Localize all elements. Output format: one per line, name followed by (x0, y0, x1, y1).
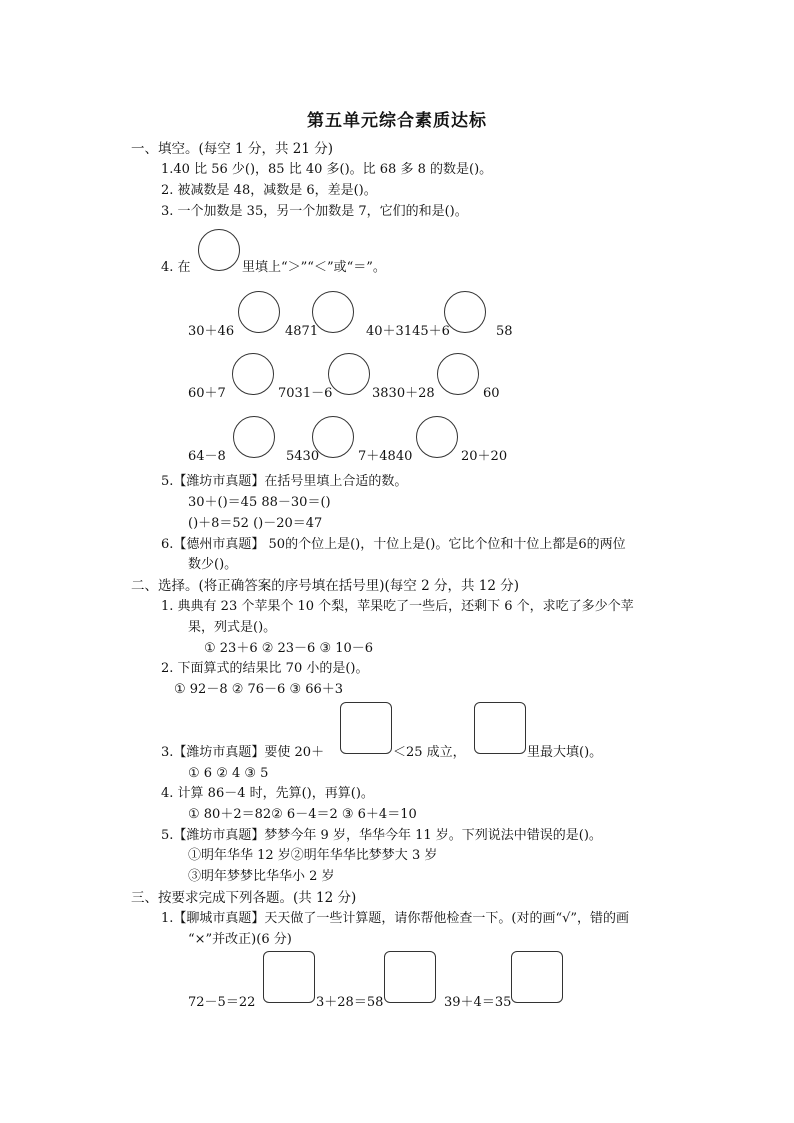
s1-question-3: 3. 一个加数是 35，另一个加数是 7，它们的和是()。 (161, 204, 468, 219)
s2-question-3-prefix: 3.【潍坊市真题】要使 20＋ (161, 745, 325, 760)
s2-question-3-suffix: 里最大填()。 (527, 745, 603, 760)
s1-question-5: 5.【潍坊市真题】在括号里填上合适的数。 (161, 474, 408, 489)
answer-box[interactable] (474, 702, 526, 754)
compare-expr: 7＋4840 (358, 449, 413, 464)
answer-circle[interactable] (312, 291, 354, 333)
s2-question-1-options: ① 23＋6 ② 23－6 ③ 10－6 (204, 641, 374, 656)
s1-question-5-line-a: 30＋()＝45 88－30＝() (188, 495, 331, 510)
answer-box[interactable] (263, 951, 315, 1003)
compare-expr: 30＋46 (188, 324, 235, 339)
section-2-header: 二、选择。(将正确答案的序号填在括号里)(每空 2 分，共 12 分) (131, 578, 519, 594)
s1-question-6-line-a: 6.【德州市真题】 50的个位上是()，十位上是()。它比个位和十位上都是6的两位 (161, 537, 626, 552)
answer-circle[interactable] (444, 291, 486, 333)
answer-circle[interactable] (328, 353, 370, 395)
answer-circle[interactable] (437, 353, 479, 395)
compare-expr: 58 (496, 324, 513, 339)
compare-expr: 3830＋28 (372, 386, 435, 401)
answer-circle[interactable] (233, 416, 275, 458)
s1-question-4-suffix: 里填上“＞”“＜”或“＝”。 (242, 260, 386, 275)
section-1-header: 一、填空。(每空 1 分，共 21 分) (131, 141, 333, 157)
s2-question-3-middle: ＜25 成立， (393, 745, 466, 760)
check-expression: 72－5＝22 (188, 995, 256, 1010)
answer-box[interactable] (511, 951, 563, 1003)
answer-box[interactable] (340, 702, 392, 754)
check-expression: 39＋4＝35 (444, 995, 512, 1010)
compare-expr: 64－8 (188, 449, 226, 464)
page-title: 第五单元综合素质达标 (307, 111, 487, 131)
s2-question-4: 4. 计算 86－4 时，先算()，再算()。 (161, 786, 374, 801)
s1-question-2: 2. 被减数是 48，减数是 6，差是()。 (161, 183, 377, 198)
section-3-header: 三、按要求完成下列各题。(共 12 分) (131, 890, 357, 906)
answer-circle-example[interactable] (198, 229, 240, 271)
s2-question-3-options: ① 6 ② 4 ③ 5 (188, 766, 269, 781)
s2-question-5: 5.【潍坊市真题】梦梦今年 9 岁，华华今年 11 岁。下列说法中错误的是()。 (161, 828, 602, 843)
s3-question-1-line-b: “×”并改正)(6 分) (188, 932, 292, 947)
s2-question-1-line-b: 果，列式是()。 (188, 620, 277, 635)
s1-question-6-line-b: 数少()。 (188, 557, 238, 572)
compare-expr: 60 (483, 386, 500, 401)
s2-question-2: 2. 下面算式的结果比 70 小的是()。 (161, 661, 369, 676)
compare-expr: 7031－6 (278, 386, 333, 401)
compare-expr: 40＋3145＋6 (366, 324, 450, 339)
s1-question-5-line-b: ()＋8＝52 ()－20＝47 (188, 516, 323, 531)
answer-circle[interactable] (312, 416, 354, 458)
s2-question-2-options: ① 92－8 ② 76－6 ③ 66＋3 (174, 682, 344, 697)
answer-circle[interactable] (238, 291, 280, 333)
answer-circle[interactable] (416, 416, 458, 458)
compare-expr: 60＋7 (188, 386, 226, 401)
s2-question-4-options: ① 80＋2＝82② 6－4＝2 ③ 6＋4＝10 (188, 807, 417, 822)
s1-question-4-prefix: 4. 在 (161, 260, 191, 275)
s2-question-5-options-a: ①明年华华 12 岁②明年华华比梦梦大 3 岁 (188, 848, 438, 863)
s2-question-1-line-a: 1. 典典有 23 个苹果个 10 个梨，苹果吃了一些后，还剩下 6 个，求吃了多少个苹 (161, 599, 634, 614)
s2-question-5-options-b: ③明年梦梦比华华小 2 岁 (188, 869, 335, 884)
answer-box[interactable] (384, 951, 436, 1003)
s1-question-1: 1.40 比 56 少()，85 比 40 多()。比 68 多 8 的数是()。 (161, 162, 493, 177)
check-expression: 3＋28＝58 (316, 995, 384, 1010)
compare-expr: 4871 (285, 324, 319, 339)
compare-expr: 20＋20 (461, 449, 508, 464)
compare-expr: 5430 (286, 449, 320, 464)
answer-circle[interactable] (232, 353, 274, 395)
s3-question-1-line-a: 1.【聊城市真题】天天做了一些计算题，请你帮他检查一下。(对的画“√”，错的画 (161, 911, 630, 926)
